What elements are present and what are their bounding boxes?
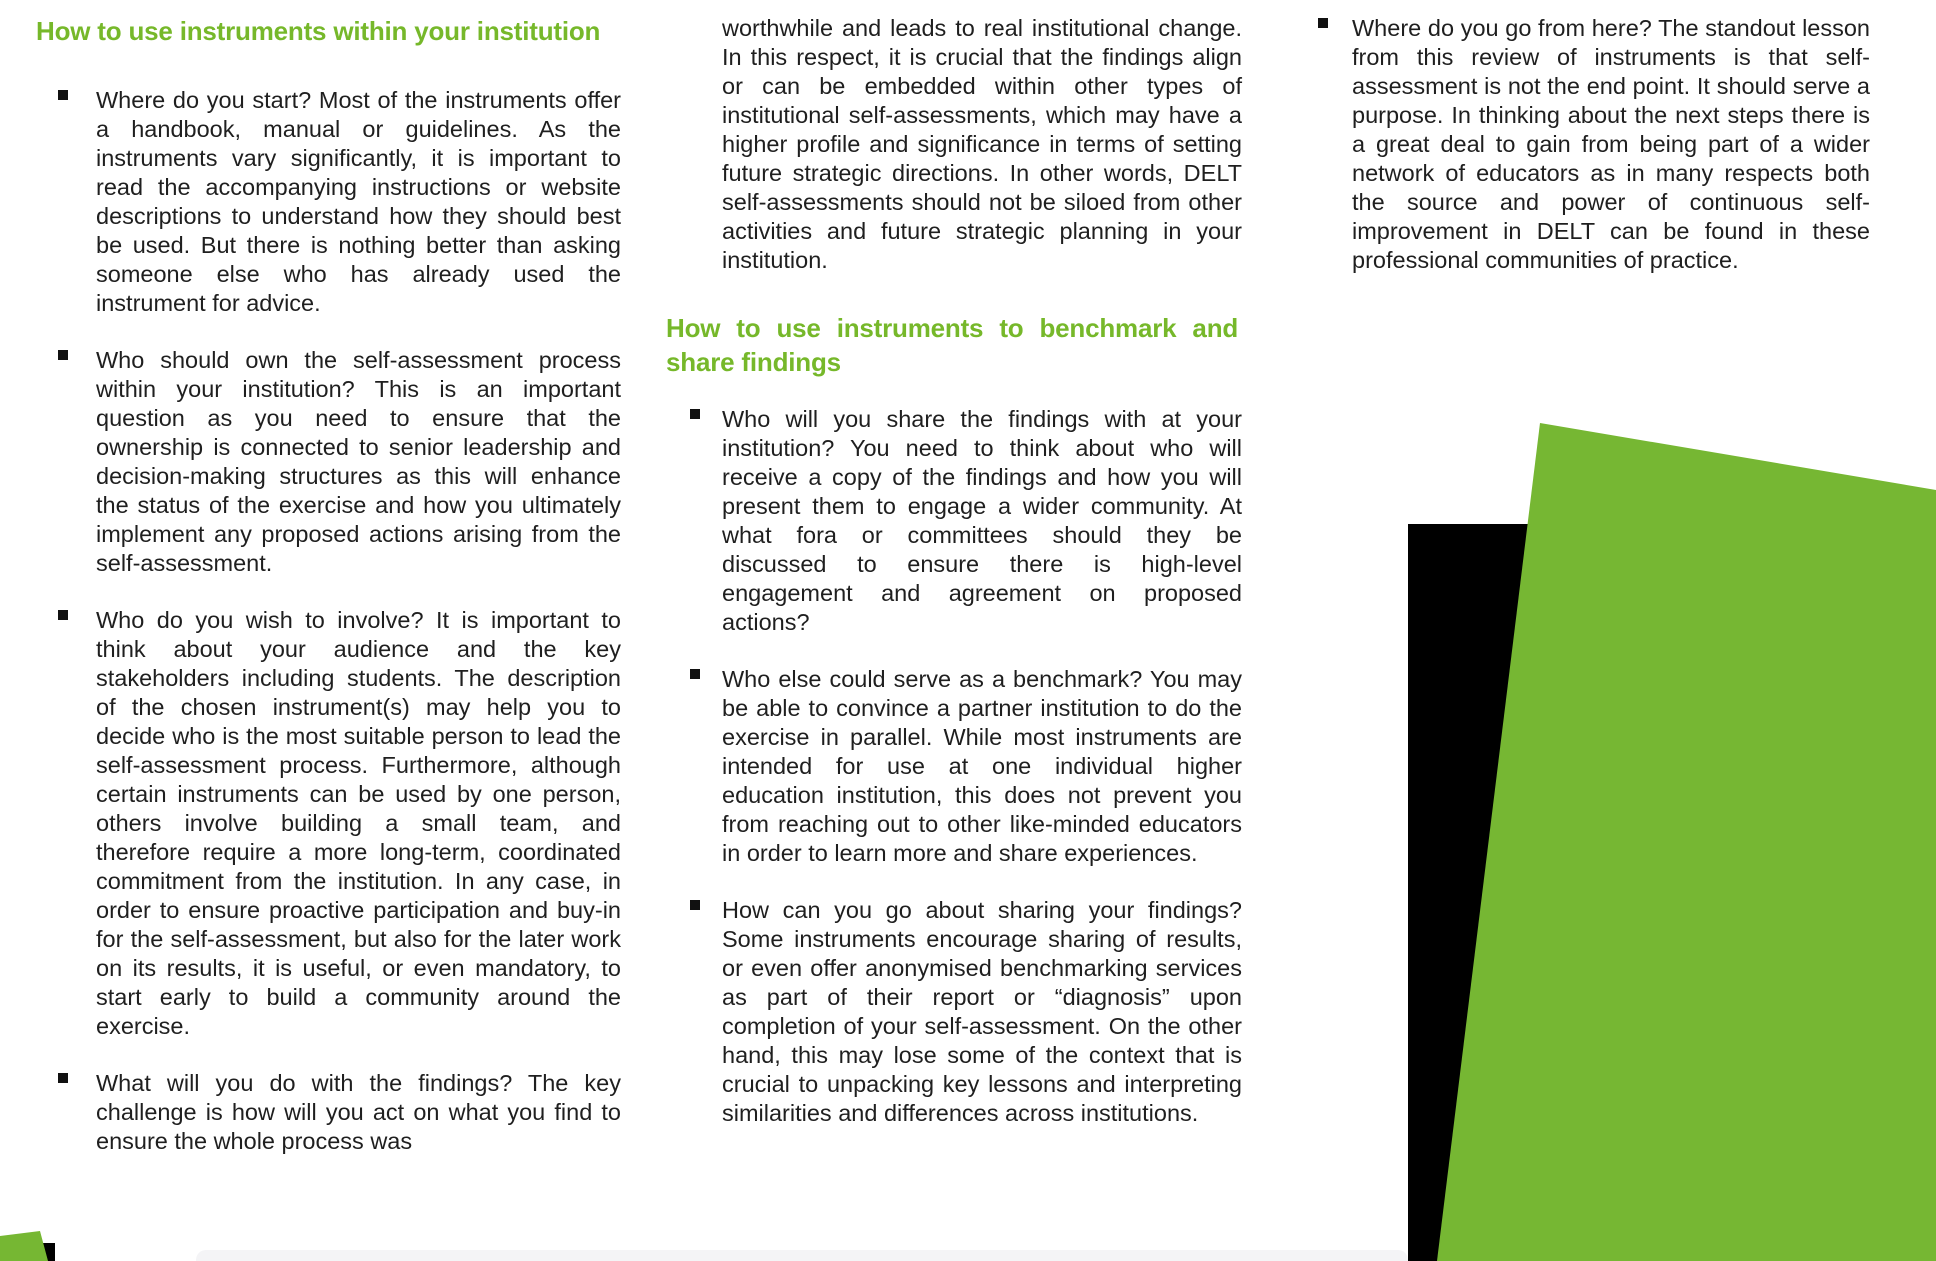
list-item — [36, 346, 621, 578]
bottom-panel-edge — [196, 1250, 1408, 1261]
bullet-paragraph: Who else could serve as a benchmark? You may be able to convince a partner institution to do the exercise in parallel. While most instruments are intended for use at one individual higher education institution, this does not prevent you from reaching out to other like-minded educators in order to learn more and share experiences. — [722, 666, 1242, 866]
bullet-paragraph: Who should own the self-assessment process within your institution? This is an important question as you need to ensure that the ownership is connected to senior leadership and decision-making structures as this will enhance the status of the exercise and how you ultimately implement any proposed actions arising from the self-assessment. — [96, 347, 621, 576]
bullet-paragraph: Who will you share the findings with at your institution? You need to think about who will receive a copy of the findings and how you will present them to engage a wider community. At what fora or committees should they be discussed to ensure there is high-level engagement and agreement on proposed actions? — [722, 406, 1242, 635]
middle-column — [666, 14, 1242, 1128]
right-column-body — [1294, 14, 1870, 275]
square-bullet-icon — [58, 350, 68, 360]
square-bullet-icon — [690, 900, 700, 910]
square-bullet-icon — [58, 610, 68, 620]
bullet-paragraph: Where do you start? Most of the instruments offer a handbook, manual or guidelines. As the instruments vary significantly, it is important to read the accompanying instructions or website descriptions to understand how they should best be used. But there is nothing better than asking someone else who has already used the instrument for advice. — [96, 87, 621, 316]
list-item — [36, 606, 621, 1041]
left-column-body — [36, 86, 621, 1156]
left-column — [36, 14, 621, 1156]
square-bullet-icon — [58, 90, 68, 100]
list-item — [666, 665, 1242, 868]
right-column — [1294, 14, 1870, 275]
square-bullet-icon — [1318, 18, 1328, 28]
bullet-paragraph: What will you do with the findings? The key challenge is how will you act on what you find to ensure the whole process was — [96, 1070, 621, 1154]
list-item — [1294, 14, 1870, 275]
continuation-paragraph: worthwhile and leads to real institutional change. In this respect, it is crucial that the findings align or can be embedded within other types of institutional self-assessments, which may have a higher profile and significance in terms of setting future strategic directions. In other words, DELT self-assessments should not be siloed from other activities and future strategic planning in your institution. — [722, 15, 1242, 273]
section-heading-benchmark-line1: How to use instruments to benchmark and — [666, 313, 1239, 343]
section-heading-institution: How to use instruments within your institution — [36, 16, 601, 46]
list-item — [36, 86, 621, 318]
bullet-paragraph: Where do you go from here? The standout lesson from this review of instruments is that self-assessment is not the end point. It should serve a purpose. In thinking about the next steps there is a great deal to gain from being part of a wider network of educators as in many respects both the source and power of continuous self-improvement in DELT can be found in these professional communities of practice. — [1352, 15, 1870, 273]
middle-column-body — [666, 14, 1242, 1128]
square-bullet-icon — [690, 669, 700, 679]
square-bullet-icon — [690, 409, 700, 419]
square-bullet-icon — [58, 1073, 68, 1083]
section-heading-benchmark — [666, 311, 1242, 379]
section-heading-benchmark-line2: share findings — [666, 347, 841, 377]
bullet-paragraph: Who do you wish to involve? It is important to think about your audience and the key stakeholders including students. The description of the chosen instrument(s) may help you to decide who is the most suitable person to lead the self-assessment process. Furthermore, although certain instruments can be used by one person, others involve building a small team, and therefore require a more long-term, coordinated commitment from the institution. In any case, in order to ensure proactive participation and buy-in for the self-assessment, but also for the later work on its results, it is useful, or even mandatory, to start early to build a community around the exercise. — [96, 607, 621, 1039]
list-item — [666, 405, 1242, 637]
bullet-paragraph: How can you go about sharing your findings? Some instruments encourage sharing of results, or even offer anonymised benchmarking services as part of their report or “diagnosis” upon completion of your self-assessment. On the other hand, this may lose some of the context that is crucial to unpacking key lessons and interpreting similarities and differences across institutions. — [722, 897, 1242, 1126]
list-item — [666, 896, 1242, 1128]
list-item — [36, 1069, 621, 1156]
corner-green-shape — [0, 1231, 48, 1261]
